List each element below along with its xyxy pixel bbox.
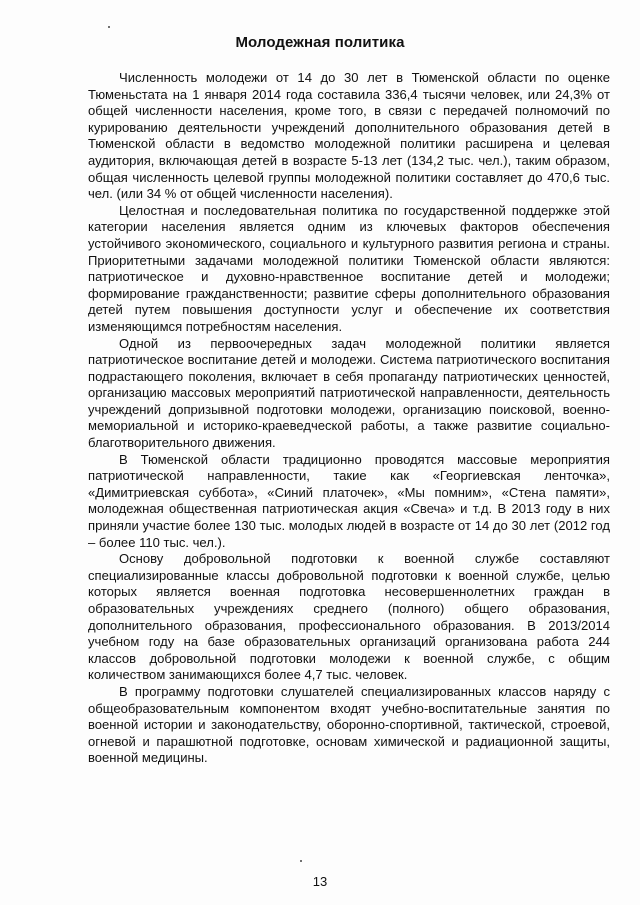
- paragraph-patriotic-education: Одной из первоочередных задач молодежной политики является патриотическое воспитание детей и молодежи. Система патриотического воспитания подрастающего поколения, включает в себя пропаганду патриотических ценностей, организацию массовых мероприятий патриотической направленности, деятельность учреждений допризывной подготовки молодежи, организацию поисковой, военно-мемориальной и историко-краеведческой работы, а также развитие социально-благотворительного движения.: [88, 335, 610, 451]
- paragraph-state-support: Целостная и последовательная политика по государственной поддержке этой категории населения является одним из ключевых факторов обеспечения устойчивого экономического, социального и культурного развития региона и страны. Приоритетными задачами молодежной политики Тюменской области являются: патриотическое и духовно-нравственное воспитание детей и молодежи; формирование гражданственности; развитие сферы дополнительного образования детей путем повышения доступности услуг и обеспечение их соответствия изменяющимся потребностям населения.: [88, 202, 610, 334]
- paragraph-mass-events: В Тюменской области традиционно проводятся массовые мероприятия патриотической направленности, такие как «Георгиевская ленточка», «Димитриевская суббота», «Синий платочек», «Мы помним», «Стена памяти», молодежная общественная патриотическая акция «Свеча» и т.д. В 2013 году в них приняли участие более 130 тыс. молодых людей в возрасте от 14 до 30 лет (2012 год – более 110 тыс. чел.).: [88, 451, 610, 550]
- page-number: 13: [312, 874, 328, 889]
- paragraph-military-training: Основу добровольной подготовки к военной службе составляют специализированные классы добровольной подготовки к военной службе, целью которых является военная подготовка несовершеннолетних граждан в образовательных учреждениях среднего (полного) общего образования, дополнительного образования, профессионального образования. В 2013/2014 учебном году на базе образовательных организаций организована работа 244 классов добровольной подготовки молодежи к военной службе, с общим количеством занимающихся более 4,7 тыс. человек.: [88, 551, 610, 683]
- paragraph-youth-population: Численность молодежи от 14 до 30 лет в Тюменской области по оценке Тюменьстата на 1 января 2014 года составила 336,4 тысячи человек, или 24,3% от общей численности населения, кроме того, в связи с передачей полномочий по курированию деятельности учреждений дополнительного образования детей в Тюменской области в ведомство молодежной политики расширена и целевая аудитория, включающая детей в возрасте 5-13 лет (134,2 тыс. чел.), таким образом, общая численность целевой группы молодежной политики составляет до 470,6 тыс. чел. (или 34 % от общей численности населения).: [88, 70, 610, 202]
- scan-speck: [300, 860, 302, 862]
- paragraph-training-program: В программу подготовки слушателей специализированных классов наряду с общеобразовательным компонентом входят учебно-воспитательные занятия по военной истории и законодательству, оборонно-спортивной, тактической, строевой, огневой и парашютной подготовке, основам химической и радиационной защиты, военной медицины.: [88, 683, 610, 766]
- document-body: [88, 70, 610, 767]
- page-title: Молодежная политика: [235, 34, 405, 51]
- scan-speck: [108, 26, 110, 28]
